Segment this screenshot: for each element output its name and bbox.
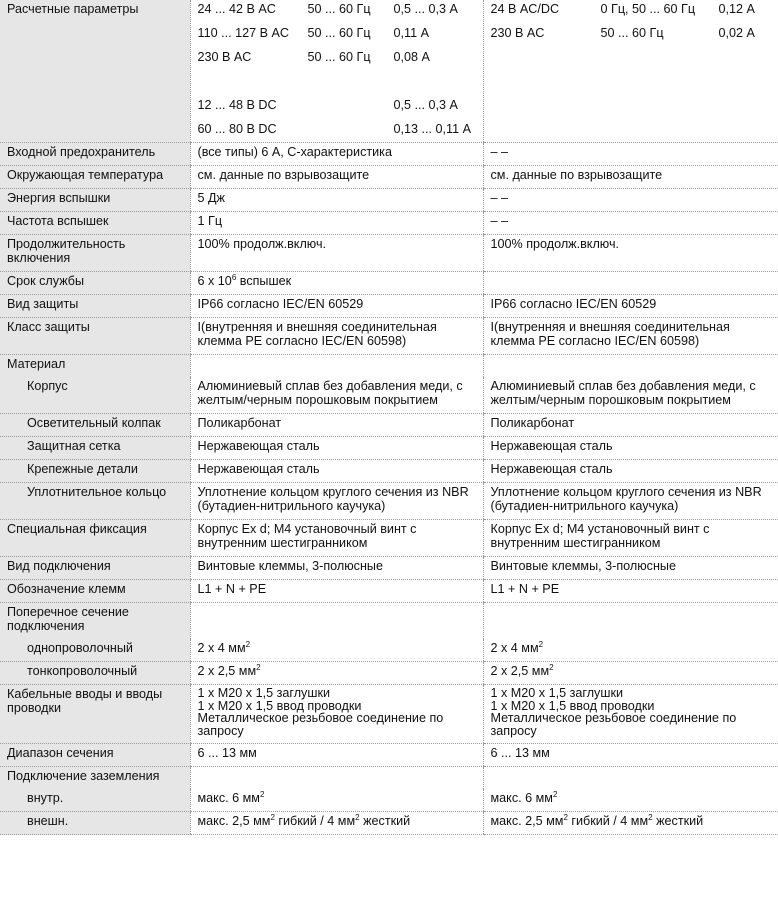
value-variant-1 (190, 580, 483, 603)
row-label: тонкопроволочный (0, 662, 190, 685)
row-label: Уплотнительное кольцо (0, 483, 190, 520)
value-variant-2 (483, 212, 778, 235)
row-label: Корпус (0, 377, 190, 414)
value-variant-2 (483, 460, 778, 483)
spec-row (0, 355, 778, 378)
row-label: внутр. (0, 789, 190, 812)
row-label: Диапазон сечения (0, 744, 190, 767)
row-label: Класс защиты (0, 318, 190, 355)
rated-cell: 60 ... 80 В DC (197, 122, 277, 136)
value-variant-2 (483, 272, 778, 295)
spec-subrow (0, 460, 778, 483)
superscript: 2 (256, 662, 261, 672)
superscript: 6 (231, 272, 237, 282)
value-line: 1 x M20 x 1,5 заглушки (197, 686, 330, 700)
spec-row (0, 295, 778, 318)
rated-cell: 230 В AC (197, 50, 252, 64)
rated-cell (308, 122, 388, 136)
rated-cell: 0,08 А (393, 50, 430, 64)
spec-subrow (0, 639, 778, 662)
superscript: 2 (648, 812, 653, 822)
row-label: Частота вспышек (0, 212, 190, 235)
value-variant-2 (483, 557, 778, 580)
spec-subrow (0, 812, 778, 835)
value-variant-1 (190, 272, 483, 295)
value-variant-1 (190, 377, 483, 414)
value-text: Нержавеющая сталь (197, 462, 320, 476)
value-variant-2 (483, 166, 778, 189)
rated-cell: 0,13 ... 0,11 А (393, 122, 471, 136)
rated-cell (198, 74, 302, 88)
value-text: 5 Дж (197, 191, 225, 205)
superscript: 2 (259, 789, 265, 799)
value-variant-2 (483, 662, 778, 685)
rated-cell: 230 В AC (490, 26, 545, 40)
row-label: внешн. (0, 812, 190, 835)
row-label: Специальная фиксация (0, 520, 190, 557)
value-variant-1 (190, 235, 483, 272)
row-label: Расчетные параметры (0, 0, 190, 143)
value-variant-1 (190, 483, 483, 520)
rated-cell: 0 Гц, 50 ... 60 Гц (600, 2, 696, 16)
spec-subrow (0, 414, 778, 437)
value-variant-2 (483, 520, 778, 557)
rated-cell: 50 ... 60 Гц (307, 26, 371, 40)
value-variant-1 (190, 295, 483, 318)
value-text: L1 + N + PE (490, 582, 560, 596)
value-text: Корпус Ex d; M4 установочный винт с внутренним шестигранником (490, 522, 710, 550)
value-text: жесткий (359, 814, 411, 828)
value-text: 2 x 2,5 мм (490, 664, 550, 678)
superscript: 2 (563, 812, 568, 822)
row-label: Энергия вспышки (0, 189, 190, 212)
value-variant-1 (190, 460, 483, 483)
value-variant-1 (190, 685, 483, 744)
spec-row (0, 272, 778, 295)
value-text: L1 + N + PE (197, 582, 267, 596)
value-line: 1 x M20 x 1,5 ввод проводки (197, 698, 362, 713)
value-text: 2 x 4 мм (490, 641, 539, 655)
value-text: Нержавеющая сталь (490, 462, 613, 476)
row-label: Кабельные вводы и вводы проводки (0, 685, 190, 744)
spec-row (0, 166, 778, 189)
value-text: 100% продолж.включ. (490, 237, 620, 251)
value-text: – – (490, 214, 509, 228)
value-variant-2 (483, 143, 778, 166)
value-variant-1 (190, 212, 483, 235)
value-line: 1 x M20 x 1,5 ввод проводки (490, 698, 655, 713)
spec-row (0, 235, 778, 272)
value-line: 1 x M20 x 1,5 заглушки (490, 686, 623, 700)
value-variant-2 (483, 580, 778, 603)
rated-cell: 0,02 А (718, 26, 755, 40)
value-variant-1 (190, 767, 483, 790)
value-text: 6 ... 13 мм (490, 746, 550, 760)
value-text: Винтовые клеммы, 3-полюсные (197, 559, 383, 573)
value-variant-1 (190, 143, 483, 166)
value-text: гибкий / 4 мм (274, 814, 356, 828)
value-variant-1 (190, 662, 483, 685)
row-label: Материал (0, 355, 190, 378)
value-variant-1 (190, 318, 483, 355)
value-text: Алюминиевый сплав без добавления меди, с желтым/черным порошковым покрытием (490, 379, 756, 407)
value-text: макс. 2,5 мм (490, 814, 564, 828)
value-variant-1 (190, 355, 483, 378)
rated-cell: 50 ... 60 Гц (307, 50, 371, 64)
value-text: вспышек (236, 274, 292, 288)
spec-row (0, 767, 778, 790)
value-variant-1 (190, 520, 483, 557)
value-variant-2 (483, 685, 778, 744)
superscript: 2 (538, 639, 544, 649)
value-variant-1 (190, 603, 483, 640)
rated-cell (308, 98, 388, 112)
spec-row (0, 318, 778, 355)
row-label: Окружающая температура (0, 166, 190, 189)
value-text: Нержавеющая сталь (490, 439, 613, 453)
spec-row (0, 520, 778, 557)
value-text: см. данные по взрывозащите (197, 168, 370, 182)
value-text: Поликарбонат (490, 416, 575, 430)
spec-subrow (0, 437, 778, 460)
value-variant-1 (190, 789, 483, 812)
value-variant-1 (190, 557, 483, 580)
spec-row (0, 143, 778, 166)
value-variant-2 (483, 812, 778, 835)
value-text: I(внутренняя и внешняя соединительная клемма PE согласно IEC/EN 60598) (197, 320, 437, 348)
spec-subrow (0, 377, 778, 414)
value-text: Корпус Ex d; M4 установочный винт с внутренним шестигранником (197, 522, 417, 550)
row-label: Крепежные детали (0, 460, 190, 483)
value-text: Уплотнение кольцом круглого сечения из NBR (бутадиен-нитрильного каучука) (197, 485, 469, 513)
value-variant-2 (483, 318, 778, 355)
value-variant-2 (483, 437, 778, 460)
rated-values-variant-1 (190, 0, 483, 143)
value-text: Нержавеющая сталь (197, 439, 320, 453)
rated-cell: 0,5 ... 0,3 А (393, 2, 458, 16)
row-label: Защитная сетка (0, 437, 190, 460)
value-variant-2 (483, 767, 778, 790)
value-variant-2 (483, 483, 778, 520)
value-variant-2 (483, 639, 778, 662)
row-label: Вид подключения (0, 557, 190, 580)
spec-row (0, 212, 778, 235)
value-variant-1 (190, 414, 483, 437)
spec-subrow (0, 789, 778, 812)
value-variant-1 (190, 812, 483, 835)
spec-row (0, 744, 778, 767)
value-text: Уплотнение кольцом круглого сечения из NBR (бутадиен-нитрильного каучука) (490, 485, 762, 513)
value-text: см. данные по взрывозащите (490, 168, 663, 182)
spec-row (0, 603, 778, 640)
value-text: 100% продолж.включ. (197, 237, 327, 251)
value-variant-2 (483, 355, 778, 378)
value-text: 1 Гц (197, 214, 223, 228)
row-label: Подключение заземления (0, 767, 190, 790)
row-label: Входной предохранитель (0, 143, 190, 166)
row-label: Поперечное сечение подключения (0, 603, 190, 640)
value-text: макс. 6 мм (490, 791, 553, 805)
value-variant-2 (483, 295, 778, 318)
spec-row (0, 189, 778, 212)
value-variant-1 (190, 639, 483, 662)
value-text: Алюминиевый сплав без добавления меди, с желтым/черным порошковым покрытием (197, 379, 463, 407)
value-variant-1 (190, 189, 483, 212)
spec-subrow (0, 662, 778, 685)
value-text: – – (490, 191, 509, 205)
rated-cell (308, 74, 388, 88)
value-text: Винтовые клеммы, 3-полюсные (490, 559, 676, 573)
rated-cell: 24 ... 42 В AC (197, 2, 276, 16)
value-variant-2 (483, 744, 778, 767)
value-variant-2 (483, 235, 778, 272)
value-text: гибкий / 4 мм (567, 814, 649, 828)
value-text: жесткий (652, 814, 704, 828)
value-variant-2 (483, 189, 778, 212)
rated-cell: 0,5 ... 0,3 А (393, 98, 458, 112)
rated-cell: 50 ... 60 Гц (600, 26, 664, 40)
rated-cell: 24 В AC/DC (490, 2, 560, 16)
value-variant-2 (483, 789, 778, 812)
value-text: I(внутренняя и внешняя соединительная клемма PE согласно IEC/EN 60598) (490, 320, 730, 348)
rated-values-variant-2 (483, 0, 778, 143)
superscript: 2 (355, 812, 360, 822)
value-text: (все типы) 6 А, С-характеристика (197, 145, 392, 159)
rated-cell (394, 74, 484, 88)
superscript: 2 (549, 662, 554, 672)
value-variant-2 (483, 414, 778, 437)
value-text: IP66 согласно IEC/EN 60529 (490, 297, 657, 311)
value-line: Металлическое резьбовое соединение по запросу (197, 711, 444, 738)
value-text: – – (490, 145, 509, 159)
rated-cell: 50 ... 60 Гц (307, 2, 371, 16)
value-text: макс. 6 мм (197, 791, 260, 805)
value-text: 2 x 4 мм (197, 641, 246, 655)
value-text: 6 x 10 (197, 274, 232, 288)
value-text: Поликарбонат (197, 416, 282, 430)
superscript: 2 (552, 789, 558, 799)
value-variant-1 (190, 437, 483, 460)
rated-cell: 0,11 А (393, 26, 429, 40)
row-label: Осветительный колпак (0, 414, 190, 437)
value-line: Металлическое резьбовое соединение по запросу (490, 711, 737, 738)
spec-subrow (0, 483, 778, 520)
rated-cell: 0,12 А (718, 2, 755, 16)
value-variant-2 (483, 377, 778, 414)
superscript: 2 (270, 812, 275, 822)
row-label: Продолжительность включения (0, 235, 190, 272)
row-label: однопроволочный (0, 639, 190, 662)
value-text: макс. 2,5 мм (197, 814, 271, 828)
value-text: 2 x 2,5 мм (197, 664, 257, 678)
value-variant-1 (190, 744, 483, 767)
value-variant-2 (483, 603, 778, 640)
spec-row (0, 557, 778, 580)
value-text: 6 ... 13 мм (197, 746, 257, 760)
superscript: 2 (245, 639, 251, 649)
rated-cell: 12 ... 48 В DC (197, 98, 277, 112)
row-label: Вид защиты (0, 295, 190, 318)
value-variant-1 (190, 166, 483, 189)
row-label: Обозначение клемм (0, 580, 190, 603)
value-text: IP66 согласно IEC/EN 60529 (197, 297, 364, 311)
rated-params-row (0, 0, 778, 143)
spec-row (0, 685, 778, 744)
row-label: Срок службы (0, 272, 190, 295)
rated-cell: 110 ... 127 В AC (197, 26, 289, 40)
spec-row (0, 580, 778, 603)
